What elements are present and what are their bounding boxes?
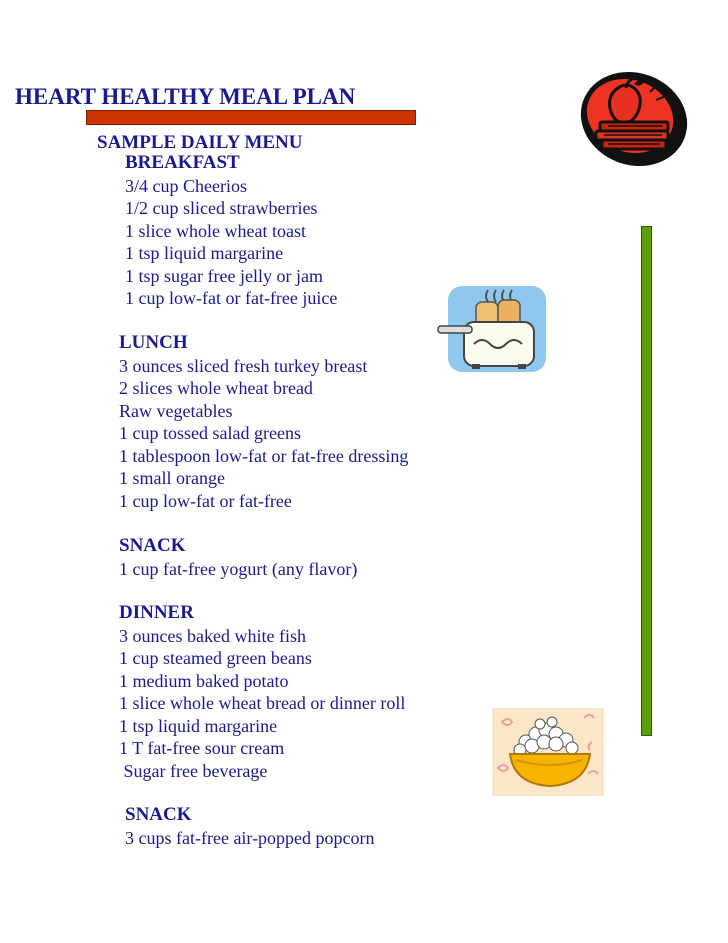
meal-section-lunch (119, 332, 408, 512)
meal-section-dinner (119, 602, 405, 782)
popcorn-bowl-clipart-icon (492, 708, 604, 796)
list-item: 2 slices whole wheat bread (119, 378, 313, 398)
meal-section-snack (119, 535, 357, 580)
list-item: 3 ounces sliced fresh turkey breast (119, 355, 368, 376)
list-item: 1 tsp liquid margarine (125, 243, 284, 263)
list-item: 1/2 cup sliced strawberries (125, 198, 318, 218)
list-item: 1 slice whole wheat bread or dinner roll (119, 693, 406, 713)
list-item: 1 tsp sugar free jelly or jam (125, 265, 323, 286)
meal-section-breakfast (125, 152, 337, 310)
meal-heading: SNACK (125, 804, 192, 825)
title-underline-bar (86, 110, 416, 125)
meal-heading: DINNER (119, 602, 194, 623)
list-item: 1 cup steamed green beans (119, 648, 312, 668)
list-item: 3/4 cup Cheerios (125, 175, 247, 196)
list-item: 1 tablespoon low-fat or fat-free dressing (119, 445, 409, 466)
list-item: 1 T fat-free sour cream (119, 738, 285, 758)
list-item: 1 small orange (119, 468, 225, 488)
list-item: 1 cup fat-free yogurt (any flavor) (119, 558, 358, 579)
apple-books-clipart-icon (578, 70, 690, 168)
list-item: 1 medium baked potato (119, 670, 289, 691)
list-item: 3 cups fat-free air-popped popcorn (125, 827, 375, 848)
list-item: 1 cup tossed salad greens (119, 423, 301, 443)
list-item: Raw vegetables (119, 400, 233, 421)
page-subtitle: SAMPLE DAILY MENU (97, 132, 303, 153)
meal-heading: SNACK (119, 535, 186, 556)
list-item: 1 tsp liquid margarine (119, 715, 278, 736)
meal-heading: LUNCH (119, 332, 188, 353)
list-item: 1 cup low-fat or fat-free juice (125, 288, 338, 308)
meal-section-snack-evening (125, 804, 375, 849)
meal-heading: BREAKFAST (125, 152, 240, 173)
toaster-clipart-icon (436, 284, 550, 376)
list-item: 3 ounces baked white fish (119, 625, 306, 646)
list-item: 1 cup low-fat or fat-free (119, 490, 292, 511)
side-accent-bar (641, 226, 652, 736)
page-title: HEART HEALTHY MEAL PLAN (15, 84, 356, 109)
list-item: Sugar free beverage (119, 760, 268, 781)
list-item: 1 slice whole wheat toast (125, 220, 306, 241)
